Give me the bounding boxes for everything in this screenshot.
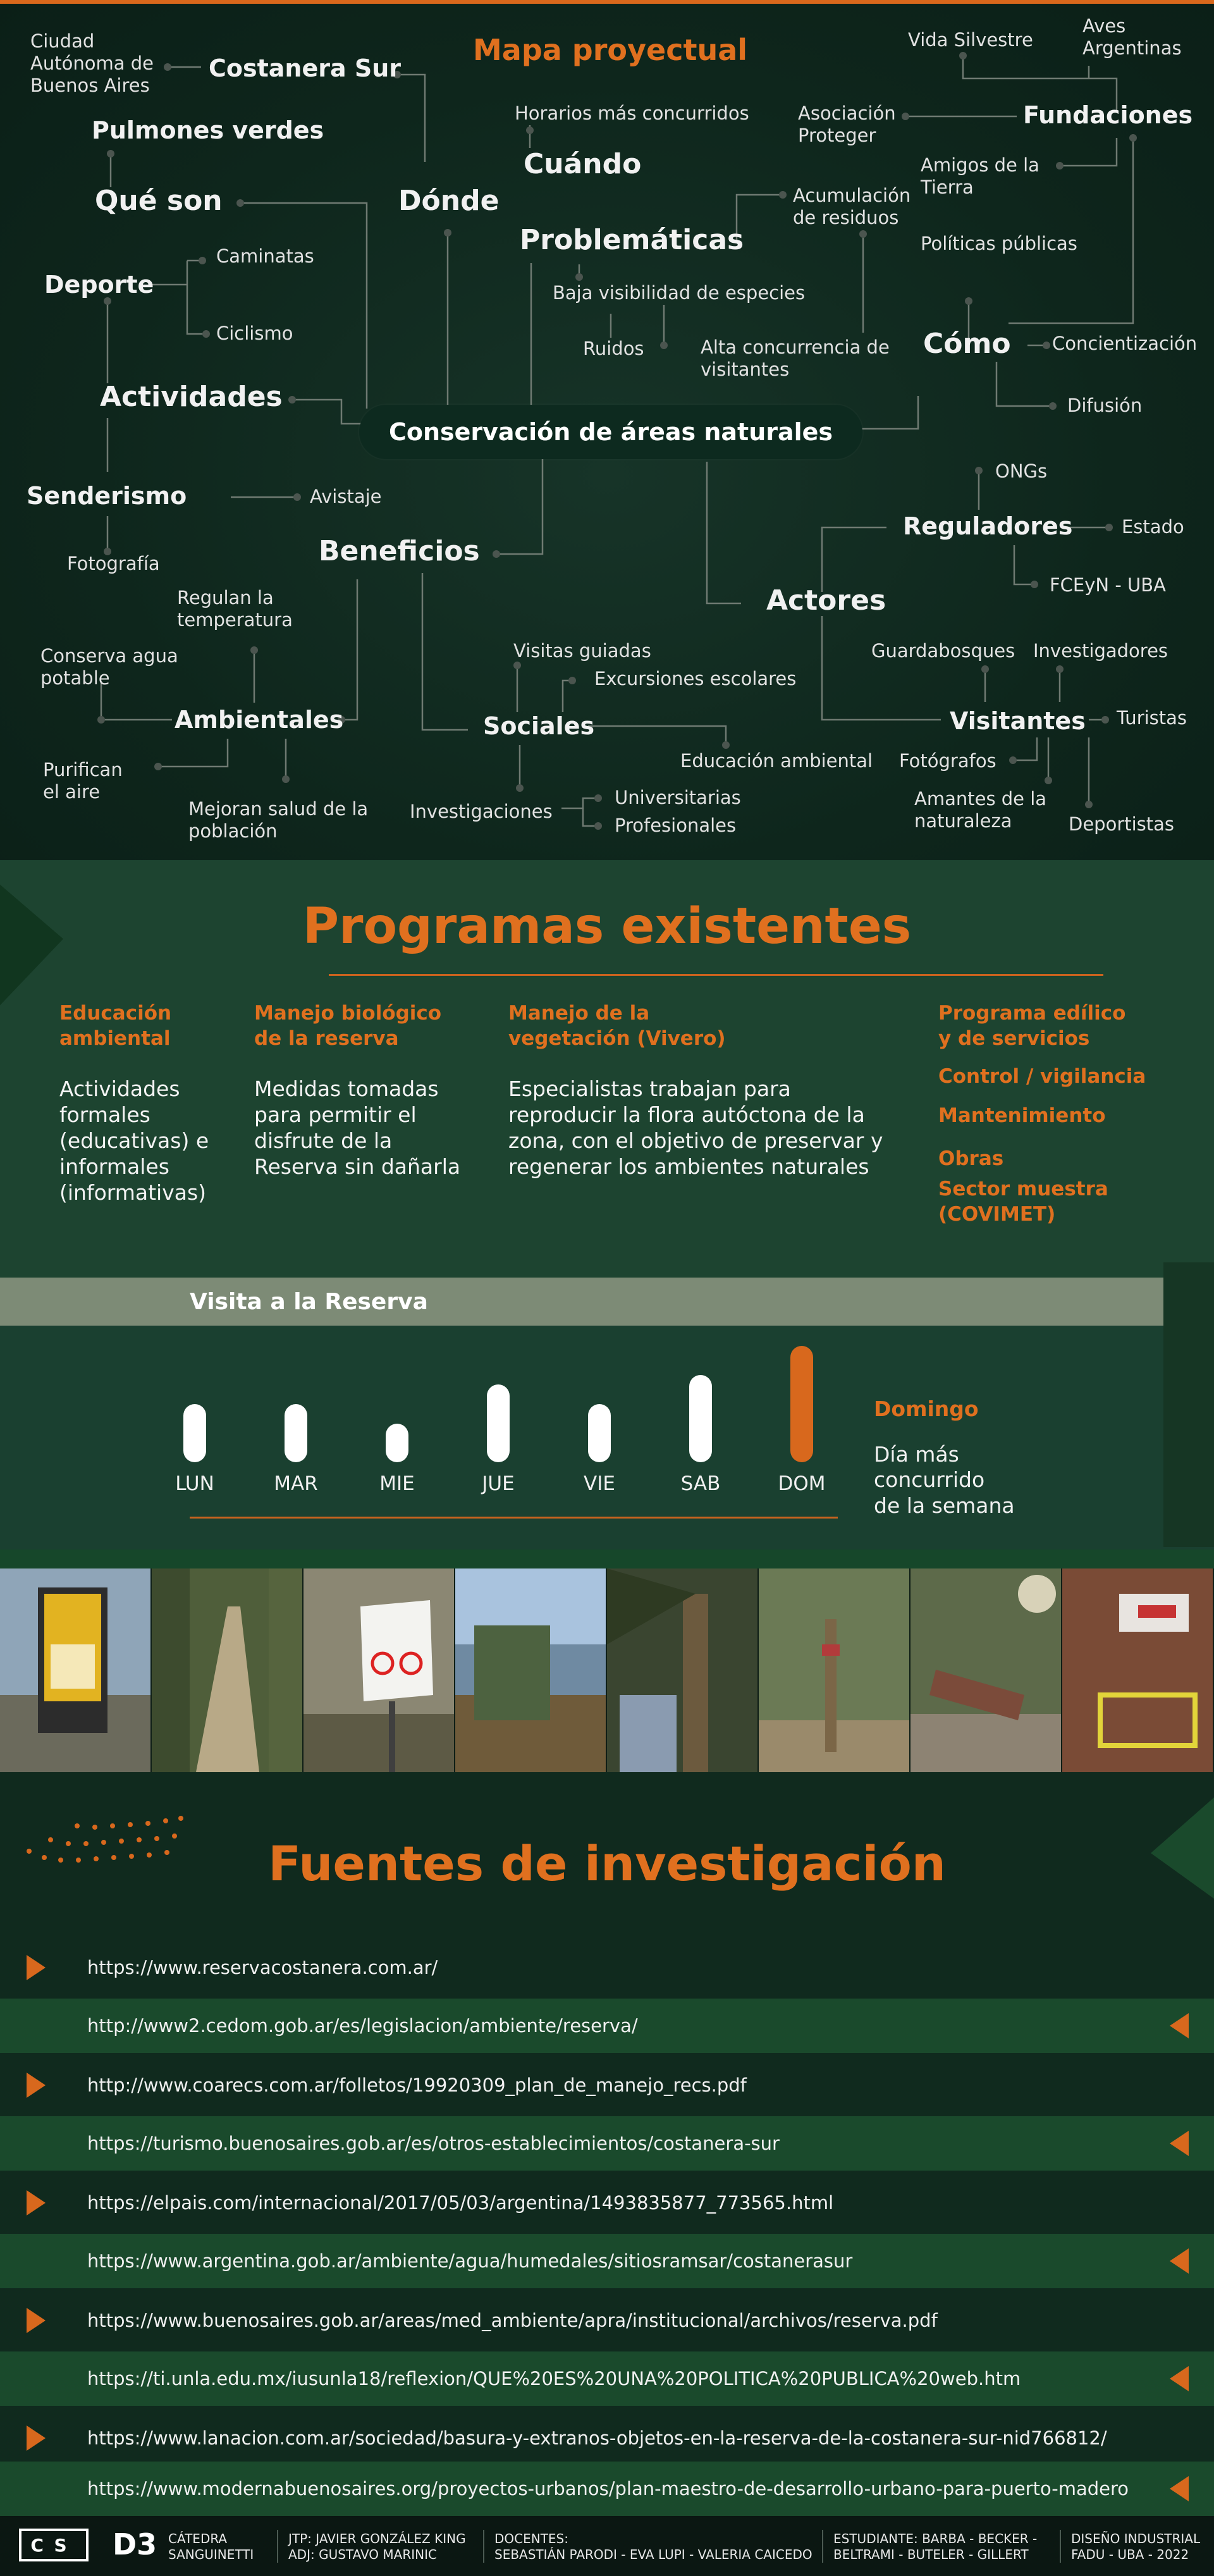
arrow-left-icon — [1170, 2131, 1189, 2156]
bar-lun — [183, 1404, 206, 1462]
node-difusion: Difusión — [1067, 395, 1143, 416]
node-ambientales: Ambientales — [175, 706, 344, 734]
node-aves-argentinas: Aves Argentinas — [1082, 15, 1182, 59]
photo-post-marker — [759, 1568, 910, 1772]
program-text: Actividades formales (educativas) e informales (informativas) — [59, 1076, 209, 1205]
node-investigadores: Investigadores — [1033, 640, 1168, 662]
node-fceyn: FCEyN - UBA — [1050, 574, 1166, 596]
source-url[interactable]: https://ti.unla.edu.mx/iusunla18/reflexion/QUE%20ES%20UNA%20POLITICA%20PUBLICA%20web.htm — [87, 2368, 1021, 2389]
node-costanera-sur: Costanera Sur — [209, 54, 402, 82]
node-visitantes: Visitantes — [950, 707, 1086, 735]
visit-title: Visita a la Reserva — [190, 1289, 428, 1315]
footer-catedra: CÁTEDRA SANGUINETTI — [168, 2531, 254, 2562]
node-que-son: Qué son — [95, 185, 223, 217]
photo-sign-board — [0, 1568, 152, 1772]
bar-mar — [285, 1404, 307, 1462]
arrow-right-icon — [27, 2308, 46, 2333]
node-senderismo: Senderismo — [27, 482, 187, 510]
node-fundaciones: Fundaciones — [1023, 101, 1193, 129]
program-heading: Manejo biológico de la reserva — [254, 1002, 442, 1051]
footer-diseno: DISEÑO INDUSTRIAL FADU - UBA - 2022 — [1071, 2531, 1201, 2562]
program-list-item: Mantenimiento — [938, 1104, 1106, 1127]
source-row — [0, 2462, 1214, 2516]
photo-prohibition-sign — [304, 1568, 455, 1772]
day-label-dom: DOM — [778, 1472, 826, 1495]
footer-separator — [483, 2530, 484, 2563]
node-guardabosques: Guardabosques — [871, 640, 1015, 662]
node-turistas: Turistas — [1117, 707, 1187, 729]
arrow-right-icon — [27, 2073, 46, 2098]
node-amigos-tierra: Amigos de la Tierra — [921, 154, 1039, 198]
node-conserva-agua: Conserva agua potable — [40, 645, 178, 689]
cs-logo: CS — [19, 2529, 89, 2561]
node-mejoran-salud: Mejoran salud de la población — [188, 798, 369, 842]
node-horarios: Horarios más concurridos — [515, 102, 749, 124]
node-estado: Estado — [1122, 516, 1184, 538]
node-amantes-naturaleza: Amantes de la naturaleza — [914, 788, 1047, 832]
arrow-right-icon — [27, 2425, 46, 2451]
source-row — [0, 2293, 1214, 2348]
day-label-jue: JUE — [482, 1472, 515, 1495]
node-deportistas: Deportistas — [1069, 813, 1175, 835]
source-row — [0, 1999, 1214, 2053]
footer-separator — [822, 2530, 823, 2563]
node-baja-visibilidad: Baja visibilidad de especies — [553, 282, 806, 304]
day-label-mar: MAR — [274, 1472, 318, 1495]
node-ciclismo: Ciclismo — [216, 323, 293, 344]
chart-baseline — [190, 1517, 838, 1519]
node-donde: Dónde — [398, 185, 500, 217]
node-vida-silvestre: Vida Silvestre — [908, 29, 1033, 51]
bar-sab — [689, 1375, 712, 1462]
photo-flooded-shore — [455, 1568, 607, 1772]
node-excursiones: Excursiones escolares — [594, 668, 797, 689]
program-list-item: Sector muestra (COVIMET) — [938, 1178, 1108, 1226]
node-politicas-publicas: Políticas públicas — [921, 233, 1077, 254]
sources-section — [0, 1772, 1214, 2516]
source-row — [0, 2116, 1214, 2171]
photo-palm-tree — [607, 1568, 759, 1772]
node-cuando: Cuándo — [524, 148, 642, 180]
node-investigaciones: Investigaciones — [410, 801, 553, 822]
source-url[interactable]: https://www.buenosaires.gob.ar/areas/med_ambiente/apra/institucional/archivos/reserva.pdf — [87, 2310, 938, 2331]
node-ruidos: Ruidos — [583, 338, 644, 359]
node-ciudad: Ciudad Autónoma de Buenos Aires — [30, 30, 154, 96]
highlight-title: Domingo — [874, 1396, 979, 1421]
node-actores: Actores — [766, 584, 886, 617]
sources-title: Fuentes de investigación — [268, 1835, 946, 1892]
day-label-mie: MIE — [379, 1472, 415, 1495]
node-problematicas: Problemáticas — [520, 224, 744, 256]
arrow-left-icon — [1170, 2366, 1189, 2391]
node-pulmones-verdes: Pulmones verdes — [92, 116, 324, 144]
map-title: Mapa proyectual — [473, 33, 748, 67]
bar-dom — [790, 1346, 813, 1462]
photos-top-band — [0, 1550, 1214, 1568]
source-url[interactable]: http://www.coarecs.com.ar/folletos/19920309_plan_de_manejo_recs.pdf — [87, 2074, 747, 2096]
programs-divider — [329, 974, 1103, 976]
source-row — [0, 2058, 1214, 2112]
node-fotografos: Fotógrafos — [899, 750, 996, 772]
footer-jtp: JTP: JAVIER GONZÁLEZ KING ADJ: GUSTAVO MARINIC — [288, 2531, 466, 2562]
arrow-left-icon — [1170, 2476, 1189, 2501]
node-center: Conservación de áreas naturales — [359, 405, 862, 459]
node-regulan: Regulan la temperatura — [177, 587, 293, 631]
photo-broken-bench — [910, 1568, 1062, 1772]
source-url[interactable]: https://www.reservacostanera.com.ar/ — [87, 1957, 438, 1978]
bar-mie — [386, 1424, 408, 1462]
program-list-item: Obras — [938, 1147, 1004, 1170]
node-sociales: Sociales — [483, 712, 595, 740]
node-caminatas: Caminatas — [216, 245, 314, 267]
photo-bomberos-booth — [1062, 1568, 1214, 1772]
program-list-item: Control / vigilancia — [938, 1065, 1146, 1088]
arrow-left-icon — [1170, 2248, 1189, 2274]
program-heading: Manejo de la vegetación (Vivero) — [508, 1002, 726, 1051]
source-url[interactable]: https://www.argentina.gob.ar/ambiente/agua/humedales/sitiosramsar/costanerasur — [87, 2250, 853, 2272]
node-asociacion-proteger: Asociación Proteger — [798, 102, 896, 146]
node-concientizacion: Concientización — [1052, 333, 1198, 354]
node-purifican: Purifican el aire — [43, 759, 123, 803]
visit-band — [0, 1278, 1214, 1326]
decorative-leaf — [1163, 1262, 1214, 1547]
programs-section — [0, 860, 1214, 1278]
day-label-sab: SAB — [680, 1472, 721, 1495]
node-beneficios: Beneficios — [319, 535, 480, 567]
source-row — [0, 2176, 1214, 2230]
photo-strip — [0, 1568, 1214, 1772]
d3-logo: D3 — [113, 2527, 157, 2561]
source-row — [0, 2234, 1214, 2288]
bar-vie — [588, 1404, 611, 1462]
footer-estudiantes: ESTUDIANTE: BARBA - BECKER - BELTRAMI - BUTELER - GILLERT — [833, 2531, 1038, 2562]
footer-separator — [1060, 2530, 1061, 2563]
source-url[interactable]: https://turismo.buenosaires.gob.ar/es/otros-establecimientos/costanera-sur — [87, 2133, 780, 2154]
day-label-vie: VIE — [584, 1472, 615, 1495]
bar-jue — [487, 1384, 510, 1462]
day-label-lun: LUN — [175, 1472, 214, 1495]
node-visitas-guiadas: Visitas guiadas — [513, 640, 651, 662]
source-row — [0, 1940, 1214, 1995]
source-row — [0, 2351, 1214, 2406]
node-educacion-ambiental: Educación ambiental — [680, 750, 873, 772]
source-url[interactable]: https://www.modernabuenosaires.org/proyectos-urbanos/plan-maestro-de-desarrollo-urbano-para-puerto-madero — [87, 2478, 1129, 2499]
source-url[interactable]: https://elpais.com/internacional/2017/05/03/argentina/1493835877_773565.html — [87, 2192, 834, 2214]
node-fotografia: Fotografía — [67, 553, 160, 574]
visit-chart — [0, 1326, 1214, 1550]
node-profesionales: Profesionales — [615, 815, 737, 836]
program-text: Especialistas trabajan para reproducir la flora autóctona de la zona, con el objetivo de preservar y regenerar los ambientes naturales — [508, 1076, 883, 1179]
arrow-right-icon — [27, 2190, 46, 2215]
program-text: Medidas tomadas para permitir el disfrute de la Reserva sin dañarla — [254, 1076, 461, 1179]
program-heading: Educación ambiental — [59, 1002, 172, 1051]
node-deporte: Deporte — [44, 271, 154, 299]
source-url[interactable]: https://www.lanacion.com.ar/sociedad/basura-y-extranos-objetos-en-la-reserva-de-la-costanera-sur-nid766812/ — [87, 2427, 1107, 2449]
node-universitarias: Universitarias — [615, 787, 741, 808]
source-url[interactable]: http://www2.cedom.gob.ar/es/legislacion/ambiente/reserva/ — [87, 2015, 638, 2037]
node-como: Cómo — [923, 328, 1011, 360]
arrow-right-icon — [27, 1955, 46, 1980]
arrow-left-icon — [1170, 2013, 1189, 2038]
footer-separator — [277, 2530, 278, 2563]
node-acumulacion: Acumulación de residuos — [793, 185, 911, 228]
highlight-text: Día más concurrido de la semana — [874, 1442, 1015, 1518]
program-list-item: Programa edílico y de servicios — [938, 1002, 1126, 1051]
node-actividades: Actividades — [100, 381, 283, 413]
node-alta-concurrencia: Alta concurrencia de visitantes — [701, 336, 890, 380]
node-avistaje: Avistaje — [310, 486, 382, 507]
photo-trail — [152, 1568, 304, 1772]
node-ongs: ONGs — [995, 460, 1048, 482]
node-reguladores: Reguladores — [903, 512, 1073, 540]
footer-docentes: DOCENTES: SEBASTIÁN PARODI - EVA LUPI - VALERIA CAICEDO — [494, 2531, 812, 2562]
source-row — [0, 2411, 1214, 2465]
programs-title: Programas existentes — [302, 898, 912, 955]
mind-map — [0, 0, 1214, 860]
footer — [0, 2516, 1214, 2576]
